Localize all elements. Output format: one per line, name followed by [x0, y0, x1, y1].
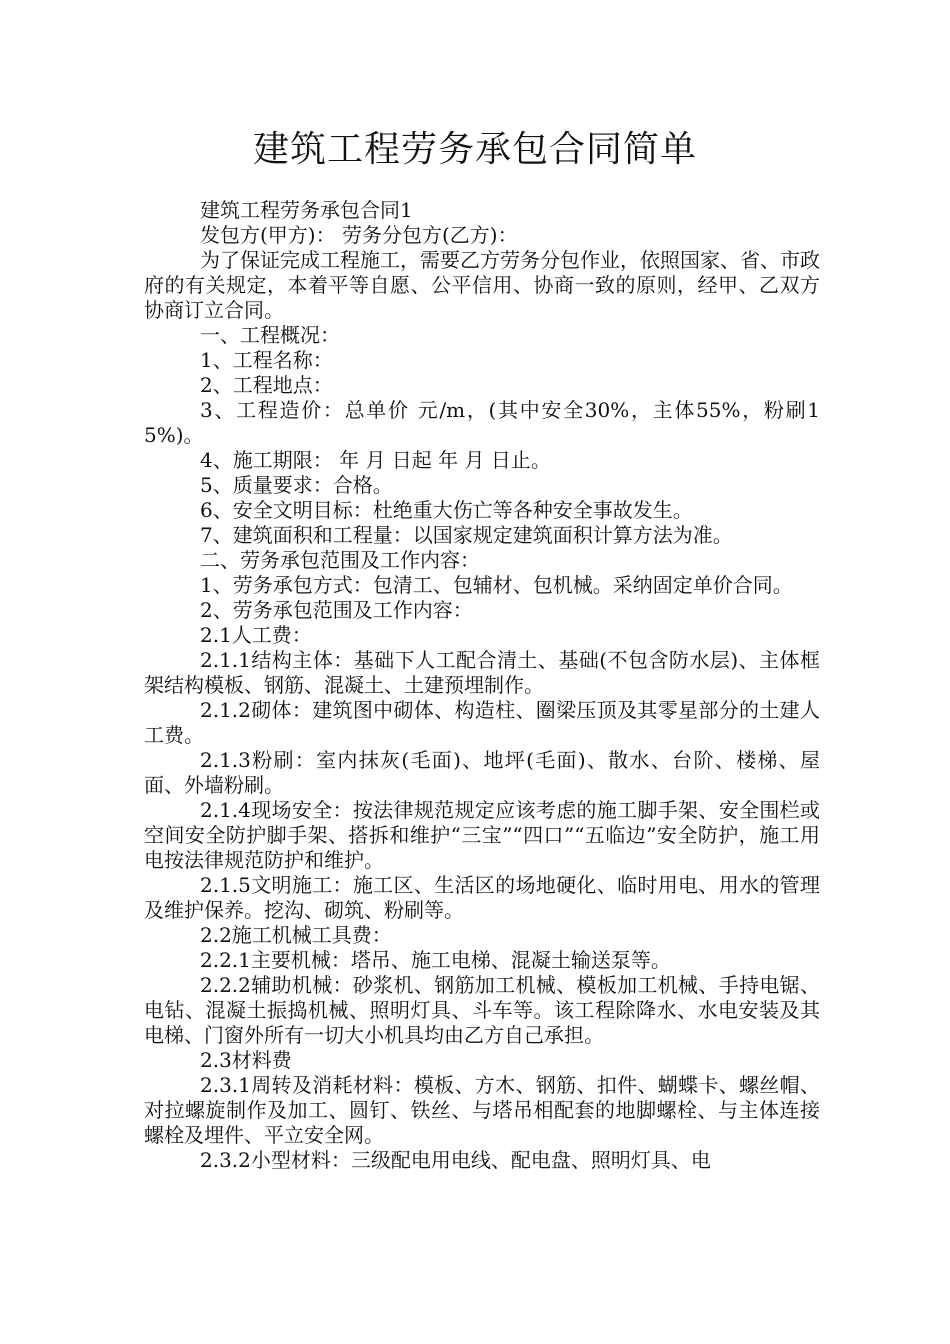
clause-2-1-5: 2.1.5文明施工：施工区、生活区的场地硬化、临时用电、用水的管理及维护保养。挖沟、砌筑、粉刷等。	[144, 873, 820, 922]
labor-cost-heading: 2.1人工费：	[200, 623, 312, 647]
clause-2-3-1: 2.3.1周转及消耗材料：模板、方木、钢筋、扣件、蝴蝶卡、螺丝帽、对拉螺旋制作及加工、圆钉、铁丝、与塔吊相配套的地脚螺栓、与主体连接螺栓及埋件、平立安全网。	[144, 1073, 820, 1147]
preamble-paragraph: 为了保证完成工程施工，需要乙方劳务分包作业，依照国家、省、市政府的有关规定，本着平等自愿、公平信用、协商一致的原则，经甲、乙双方协商订立合同。	[144, 248, 820, 322]
project-cost-line: 3、工程造价：总单价 元/m，(其中安全30%，主体55%，粉刷15%)。	[144, 398, 820, 447]
material-cost-heading: 2.3材料费	[200, 1048, 292, 1072]
clause-2-1-1: 2.1.1结构主体：基础下人工配合清土、基础(不包含防水层)、主体框架结构模板、钢筋、混凝土、土建预埋制作。	[144, 648, 820, 697]
building-area-line: 7、建筑面积和工程量：以国家规定建筑面积计算方法为准。	[200, 523, 733, 547]
clause-2-2-2: 2.2.2辅助机械：砂浆机、钢筋加工机械、模板加工机械、手持电锯、电钻、混凝土振捣机械、照明灯具、斗车等。该工程除降水、水电安装及其电梯、门窗外所有一切大小机具均由乙方自己承担。	[144, 973, 820, 1047]
construction-period-line: 4、施工期限： 年 月 日起 年 月 日止。	[200, 448, 551, 472]
contract-method-paragraph: 1、劳务承包方式：包清工、包辅材、包机械。采纳固定单价合同。	[200, 573, 793, 597]
scope-subheading: 2、劳务承包范围及工作内容：	[200, 598, 473, 622]
contract-heading: 建筑工程劳务承包合同1	[200, 198, 413, 222]
project-location-line: 2、工程地点：	[200, 373, 333, 397]
machinery-cost-heading: 2.2施工机械工具费：	[200, 923, 392, 947]
safety-goal-line: 6、安全文明目标：杜绝重大伤亡等各种安全事故发生。	[200, 498, 693, 522]
clause-2-1-2: 2.1.2砌体：建筑图中砌体、构造柱、圈梁压顶及其零星部分的土建人工费。	[144, 698, 820, 747]
section-heading-scope: 二、劳务承包范围及工作内容：	[200, 548, 480, 572]
clause-2-1-4: 2.1.4现场安全：按法律规范规定应该考虑的施工脚手架、安全围栏或空间安全防护脚手架、搭拆和维护“三宝”“四口”“五临边”安全防护，施工用电按法律规范防护和维护。	[144, 798, 820, 872]
clause-2-3-2: 2.3.2小型材料：三级配电用电线、配电盘、照明灯具、电	[200, 1148, 711, 1172]
document-body	[144, 198, 820, 1173]
document-title: 建筑工程劳务承包合同简单	[252, 129, 697, 170]
clause-2-2-1: 2.2.1主要机械：塔吊、施工电梯、混凝土输送泵等。	[200, 948, 671, 972]
quality-requirement-line: 5、质量要求：合格。	[200, 473, 393, 497]
clause-2-1-3: 2.1.3粉刷：室内抹灰(毛面)、地坪(毛面)、散水、台阶、楼梯、屋面、外墙粉刷。	[144, 748, 820, 797]
parties-line: 发包方(甲方)： 劳务分包方(乙方)：	[200, 223, 518, 247]
section-heading-project-overview: 一、工程概况：	[200, 323, 340, 347]
project-name-line: 1、工程名称：	[200, 348, 333, 372]
